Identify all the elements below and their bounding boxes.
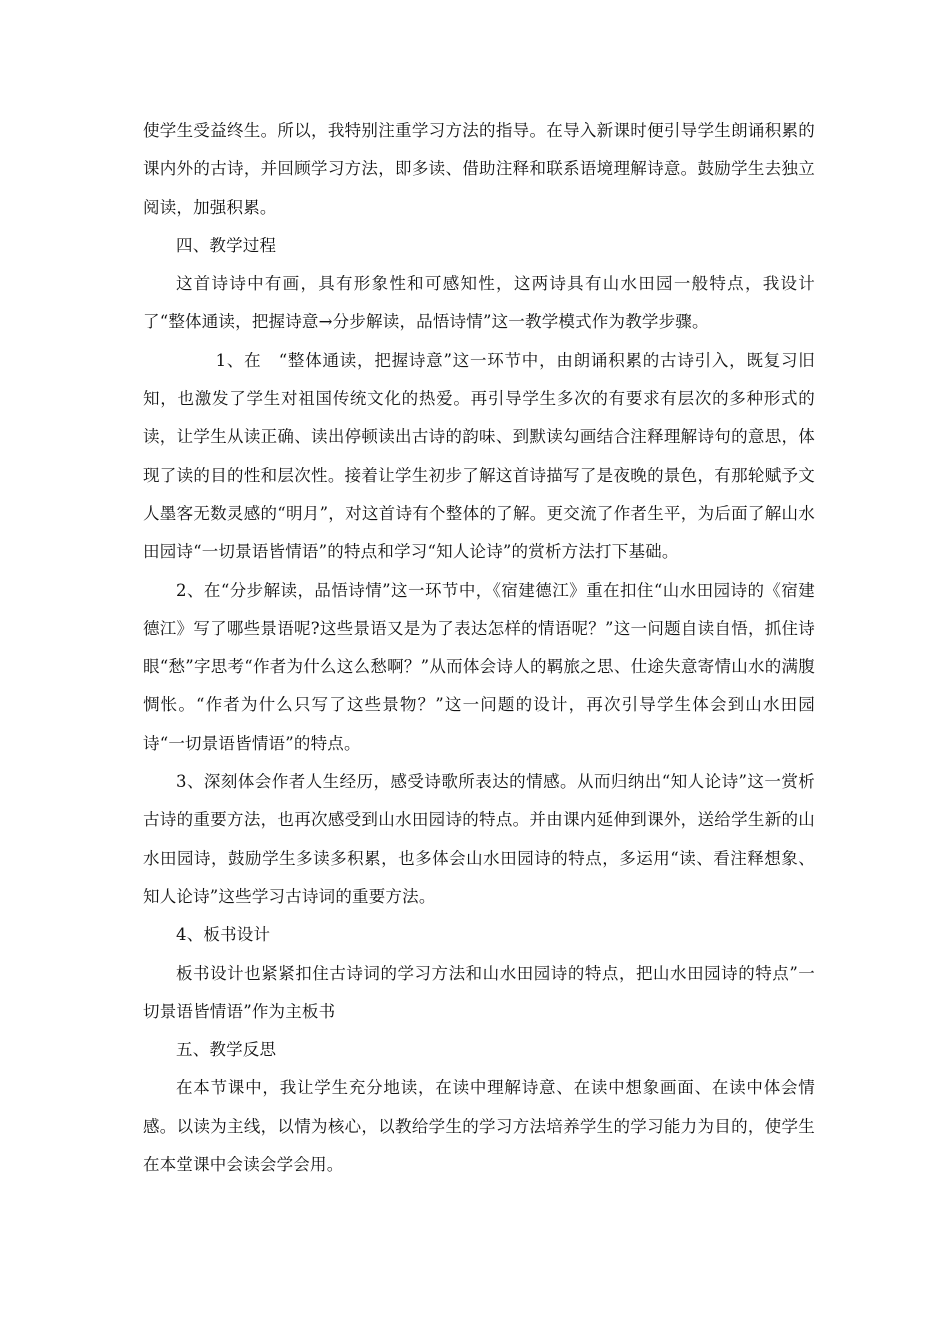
paragraph-continuation: 使学生受益终生。所以，我特别注重学习方法的指导。在导入新课时便引导学生朗诵积累的课内外的古诗，并回顾学习方法，即多读、借助注释和联系语境理解诗意。鼓励学生去独立阅读，加强积累。 <box>143 121 815 217</box>
paragraph-step-2: 2、在“分步解读，品悟诗情”这一环节中，《宿建德江》重在扣住“山水田园诗的《宿建德江》写了哪些景语呢?这些景语又是为了表达怎样的情语呢？”这一问题自读自悟，抓住诗眼“愁”字思考“作者为什么这么愁啊？”从而体会诗人的羁旅之思、仕途失意寄情山水的满腹惆怅。“作者为什么只写了这些景物？”这一问题的设计，再次引导学生体会到山水田园诗“一切景语皆情语”的特点。 <box>143 580 815 753</box>
paragraph-board-design: 板书设计也紧紧扣住古诗词的学习方法和山水田园诗的特点，把山水田园诗的特点”一切景语皆情语”作为主板书 <box>143 963 815 1021</box>
heading-teaching-reflection: 五、教学反思 <box>176 1040 277 1060</box>
paragraph-step-1: 1、在 “整体通读，把握诗意”这一环节中，由朗诵积累的古诗引入，既复习旧知，也激发了学生对祖国传统文化的热爱。再引导学生多次的有要求有层次的多种形式的读，让学生从读正确、读出停顿读出古诗的韵味、到默读勾画结合注释理解诗句的意思，体现了读的目的性和层次性。接着让学生初步了解这首诗描写了是夜晚的景色，有那轮赋予文人墨客无数灵感的“明月”，对这首诗有个整体的了解。更交流了作者生平，为后面了解山水田园诗“一切景语皆情语”的特点和学习“知人论诗”的赏析方法打下基础。 <box>143 350 815 562</box>
paragraph-step-3: 3、深刻体会作者人生经历，感受诗歌所表达的情感。从而归纳出“知人论诗”这一赏析古诗的重要方法，也再次感受到山水田园诗的特点。并由课内延伸到课外，送给学生新的山水田园诗，鼓励学生多读多积累，也多体会山水田园诗的特点，多运用“读、看注释想象、知人论诗”这些学习古诗词的重要方法。 <box>143 772 815 906</box>
heading-teaching-process: 四、教学过程 <box>176 235 277 255</box>
heading-board-design: 4、板书设计 <box>176 925 271 945</box>
document-body <box>143 112 815 1184</box>
paragraph-teaching-reflection: 在本节课中，我让学生充分地读，在读中理解诗意、在读中想象画面、在读中体会情感。以读为主线，以情为核心，以教给学生的学习方法培养学生的学习能力为目的，使学生在本堂课中会读会学会用。 <box>143 1078 815 1175</box>
paragraph-teaching-model: 这首诗诗中有画，具有形象性和可感知性，这两诗具有山水田园一般特点，我设计了“整体通读，把握诗意→分步解读，品悟诗情”这一教学模式作为教学步骤。 <box>143 274 815 332</box>
